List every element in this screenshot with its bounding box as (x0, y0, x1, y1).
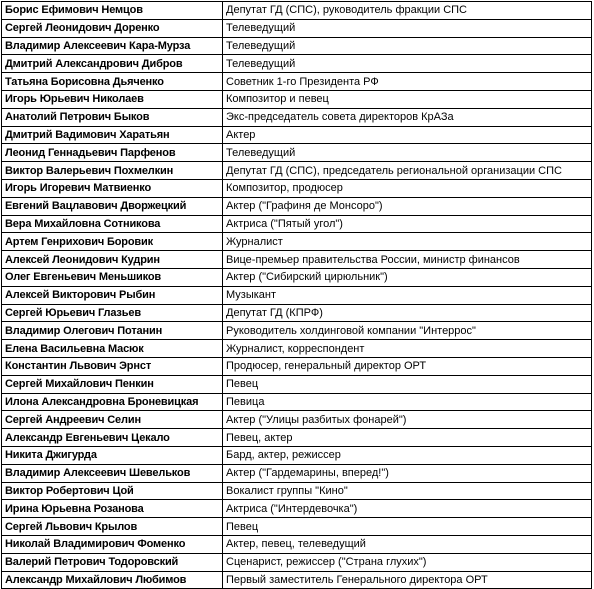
person-name-cell[interactable]: Елена Васильевна Масюк (2, 340, 223, 358)
table-row (2, 55, 592, 73)
person-role-cell[interactable]: Бард, актер, режиссер (223, 446, 592, 464)
person-name-cell[interactable]: Илона Александровна Броневицкая (2, 393, 223, 411)
person-name-cell[interactable]: Дмитрий Александрович Дибров (2, 55, 223, 73)
person-name-cell[interactable]: Александр Михайлович Любимов (2, 571, 223, 589)
table-row (2, 393, 592, 411)
person-role-cell[interactable]: Телеведущий (223, 55, 592, 73)
spreadsheet-sheet (0, 1, 594, 586)
table-row (2, 233, 592, 251)
person-name-cell[interactable]: Вера Михайловна Сотникова (2, 215, 223, 233)
person-name-cell[interactable]: Сергей Львович Крылов (2, 518, 223, 536)
table-row (2, 553, 592, 571)
person-role-cell[interactable]: Депутат ГД (КПРФ) (223, 304, 592, 322)
person-role-cell[interactable]: Депутат ГД (СПС), председатель региональной организации СПС (223, 162, 592, 180)
person-role-cell[interactable]: Актер ("Улицы разбитых фонарей") (223, 411, 592, 429)
table-row (2, 215, 592, 233)
table-row (2, 19, 592, 37)
person-role-cell[interactable]: Музыкант (223, 286, 592, 304)
person-role-cell[interactable]: Певица (223, 393, 592, 411)
person-name-cell[interactable]: Валерий Петрович Тодоровский (2, 553, 223, 571)
person-role-cell[interactable]: Журналист, корреспондент (223, 340, 592, 358)
table-row (2, 429, 592, 447)
person-role-cell[interactable]: Телеведущий (223, 19, 592, 37)
person-name-cell[interactable]: Николай Владимирович Фоменко (2, 535, 223, 553)
table-row (2, 340, 592, 358)
person-role-cell[interactable]: Актер (223, 126, 592, 144)
table-row (2, 375, 592, 393)
person-role-cell[interactable]: Вице-премьер правительства России, министр финансов (223, 251, 592, 269)
person-role-cell[interactable]: Экс-председатель совета директоров КрАЗа (223, 108, 592, 126)
person-name-cell[interactable]: Владимир Алексеевич Шевельков (2, 464, 223, 482)
person-name-cell[interactable]: Борис Ефимович Немцов (2, 2, 223, 20)
person-name-cell[interactable]: Сергей Михайлович Пенкин (2, 375, 223, 393)
person-name-cell[interactable]: Евгений Вацлавович Дворжецкий (2, 197, 223, 215)
person-name-cell[interactable]: Сергей Юрьевич Глазьев (2, 304, 223, 322)
person-role-cell[interactable]: Вокалист группы "Кино" (223, 482, 592, 500)
person-role-cell[interactable]: Актер ("Гардемарины, вперед!") (223, 464, 592, 482)
person-role-cell[interactable]: Журналист (223, 233, 592, 251)
table-row (2, 464, 592, 482)
table-row (2, 482, 592, 500)
person-role-cell[interactable]: Депутат ГД (СПС), руководитель фракции СПС (223, 2, 592, 20)
table-row (2, 357, 592, 375)
table-row (2, 126, 592, 144)
person-role-cell[interactable]: Первый заместитель Генерального директора ОРТ (223, 571, 592, 589)
person-name-cell[interactable]: Анатолий Петрович Быков (2, 108, 223, 126)
table-row (2, 518, 592, 536)
table-row (2, 304, 592, 322)
person-role-cell[interactable]: Актер, певец, телеведущий (223, 535, 592, 553)
person-role-cell[interactable]: Советник 1-го Президента РФ (223, 73, 592, 91)
person-name-cell[interactable]: Олег Евгеньевич Меньшиков (2, 268, 223, 286)
table-row (2, 90, 592, 108)
person-name-cell[interactable]: Игорь Игоревич Матвиенко (2, 179, 223, 197)
person-name-cell[interactable]: Дмитрий Вадимович Харатьян (2, 126, 223, 144)
person-role-cell[interactable]: Композитор, продюсер (223, 179, 592, 197)
person-name-cell[interactable]: Ирина Юрьевна Розанова (2, 500, 223, 518)
person-role-cell[interactable]: Актер ("Сибирский цирюльник") (223, 268, 592, 286)
person-name-cell[interactable]: Артем Генрихович Боровик (2, 233, 223, 251)
person-name-cell[interactable]: Никита Джигурда (2, 446, 223, 464)
table-row (2, 535, 592, 553)
person-name-cell[interactable]: Алексей Леонидович Кудрин (2, 251, 223, 269)
person-name-cell[interactable]: Виктор Валерьевич Похмелкин (2, 162, 223, 180)
people-table (1, 1, 592, 589)
table-row (2, 251, 592, 269)
person-name-cell[interactable]: Алексей Викторович Рыбин (2, 286, 223, 304)
person-name-cell[interactable]: Владимир Алексеевич Кара-Мурза (2, 37, 223, 55)
table-row (2, 571, 592, 589)
table-row (2, 322, 592, 340)
table-body (2, 2, 592, 589)
table-row (2, 446, 592, 464)
person-role-cell[interactable]: Продюсер, генеральный директор ОРТ (223, 357, 592, 375)
table-row (2, 197, 592, 215)
person-role-cell[interactable]: Композитор и певец (223, 90, 592, 108)
person-name-cell[interactable]: Игорь Юрьевич Николаев (2, 90, 223, 108)
person-name-cell[interactable]: Леонид Геннадьевич Парфенов (2, 144, 223, 162)
table-row (2, 411, 592, 429)
table-row (2, 500, 592, 518)
table-row (2, 268, 592, 286)
table-row (2, 73, 592, 91)
person-name-cell[interactable]: Александр Евгеньевич Цекало (2, 429, 223, 447)
person-role-cell[interactable]: Актер ("Графиня де Монсоро") (223, 197, 592, 215)
person-role-cell[interactable]: Певец, актер (223, 429, 592, 447)
person-role-cell[interactable]: Певец (223, 375, 592, 393)
person-role-cell[interactable]: Актриса ("Интердевочка") (223, 500, 592, 518)
person-name-cell[interactable]: Сергей Андреевич Селин (2, 411, 223, 429)
table-row (2, 144, 592, 162)
person-name-cell[interactable]: Сергей Леонидович Доренко (2, 19, 223, 37)
table-row (2, 162, 592, 180)
person-role-cell[interactable]: Руководитель холдинговой компании "Интеррос" (223, 322, 592, 340)
person-role-cell[interactable]: Телеведущий (223, 144, 592, 162)
table-row (2, 179, 592, 197)
person-role-cell[interactable]: Актриса ("Пятый угол") (223, 215, 592, 233)
person-name-cell[interactable]: Константин Львович Эрнст (2, 357, 223, 375)
table-row (2, 108, 592, 126)
person-name-cell[interactable]: Владимир Олегович Потанин (2, 322, 223, 340)
person-name-cell[interactable]: Виктор Робертович Цой (2, 482, 223, 500)
table-row (2, 2, 592, 20)
person-name-cell[interactable]: Татьяна Борисовна Дьяченко (2, 73, 223, 91)
table-row (2, 37, 592, 55)
person-role-cell[interactable]: Певец (223, 518, 592, 536)
table-row (2, 286, 592, 304)
person-role-cell[interactable]: Сценарист, режиссер ("Страна глухих") (223, 553, 592, 571)
person-role-cell[interactable]: Телеведущий (223, 37, 592, 55)
